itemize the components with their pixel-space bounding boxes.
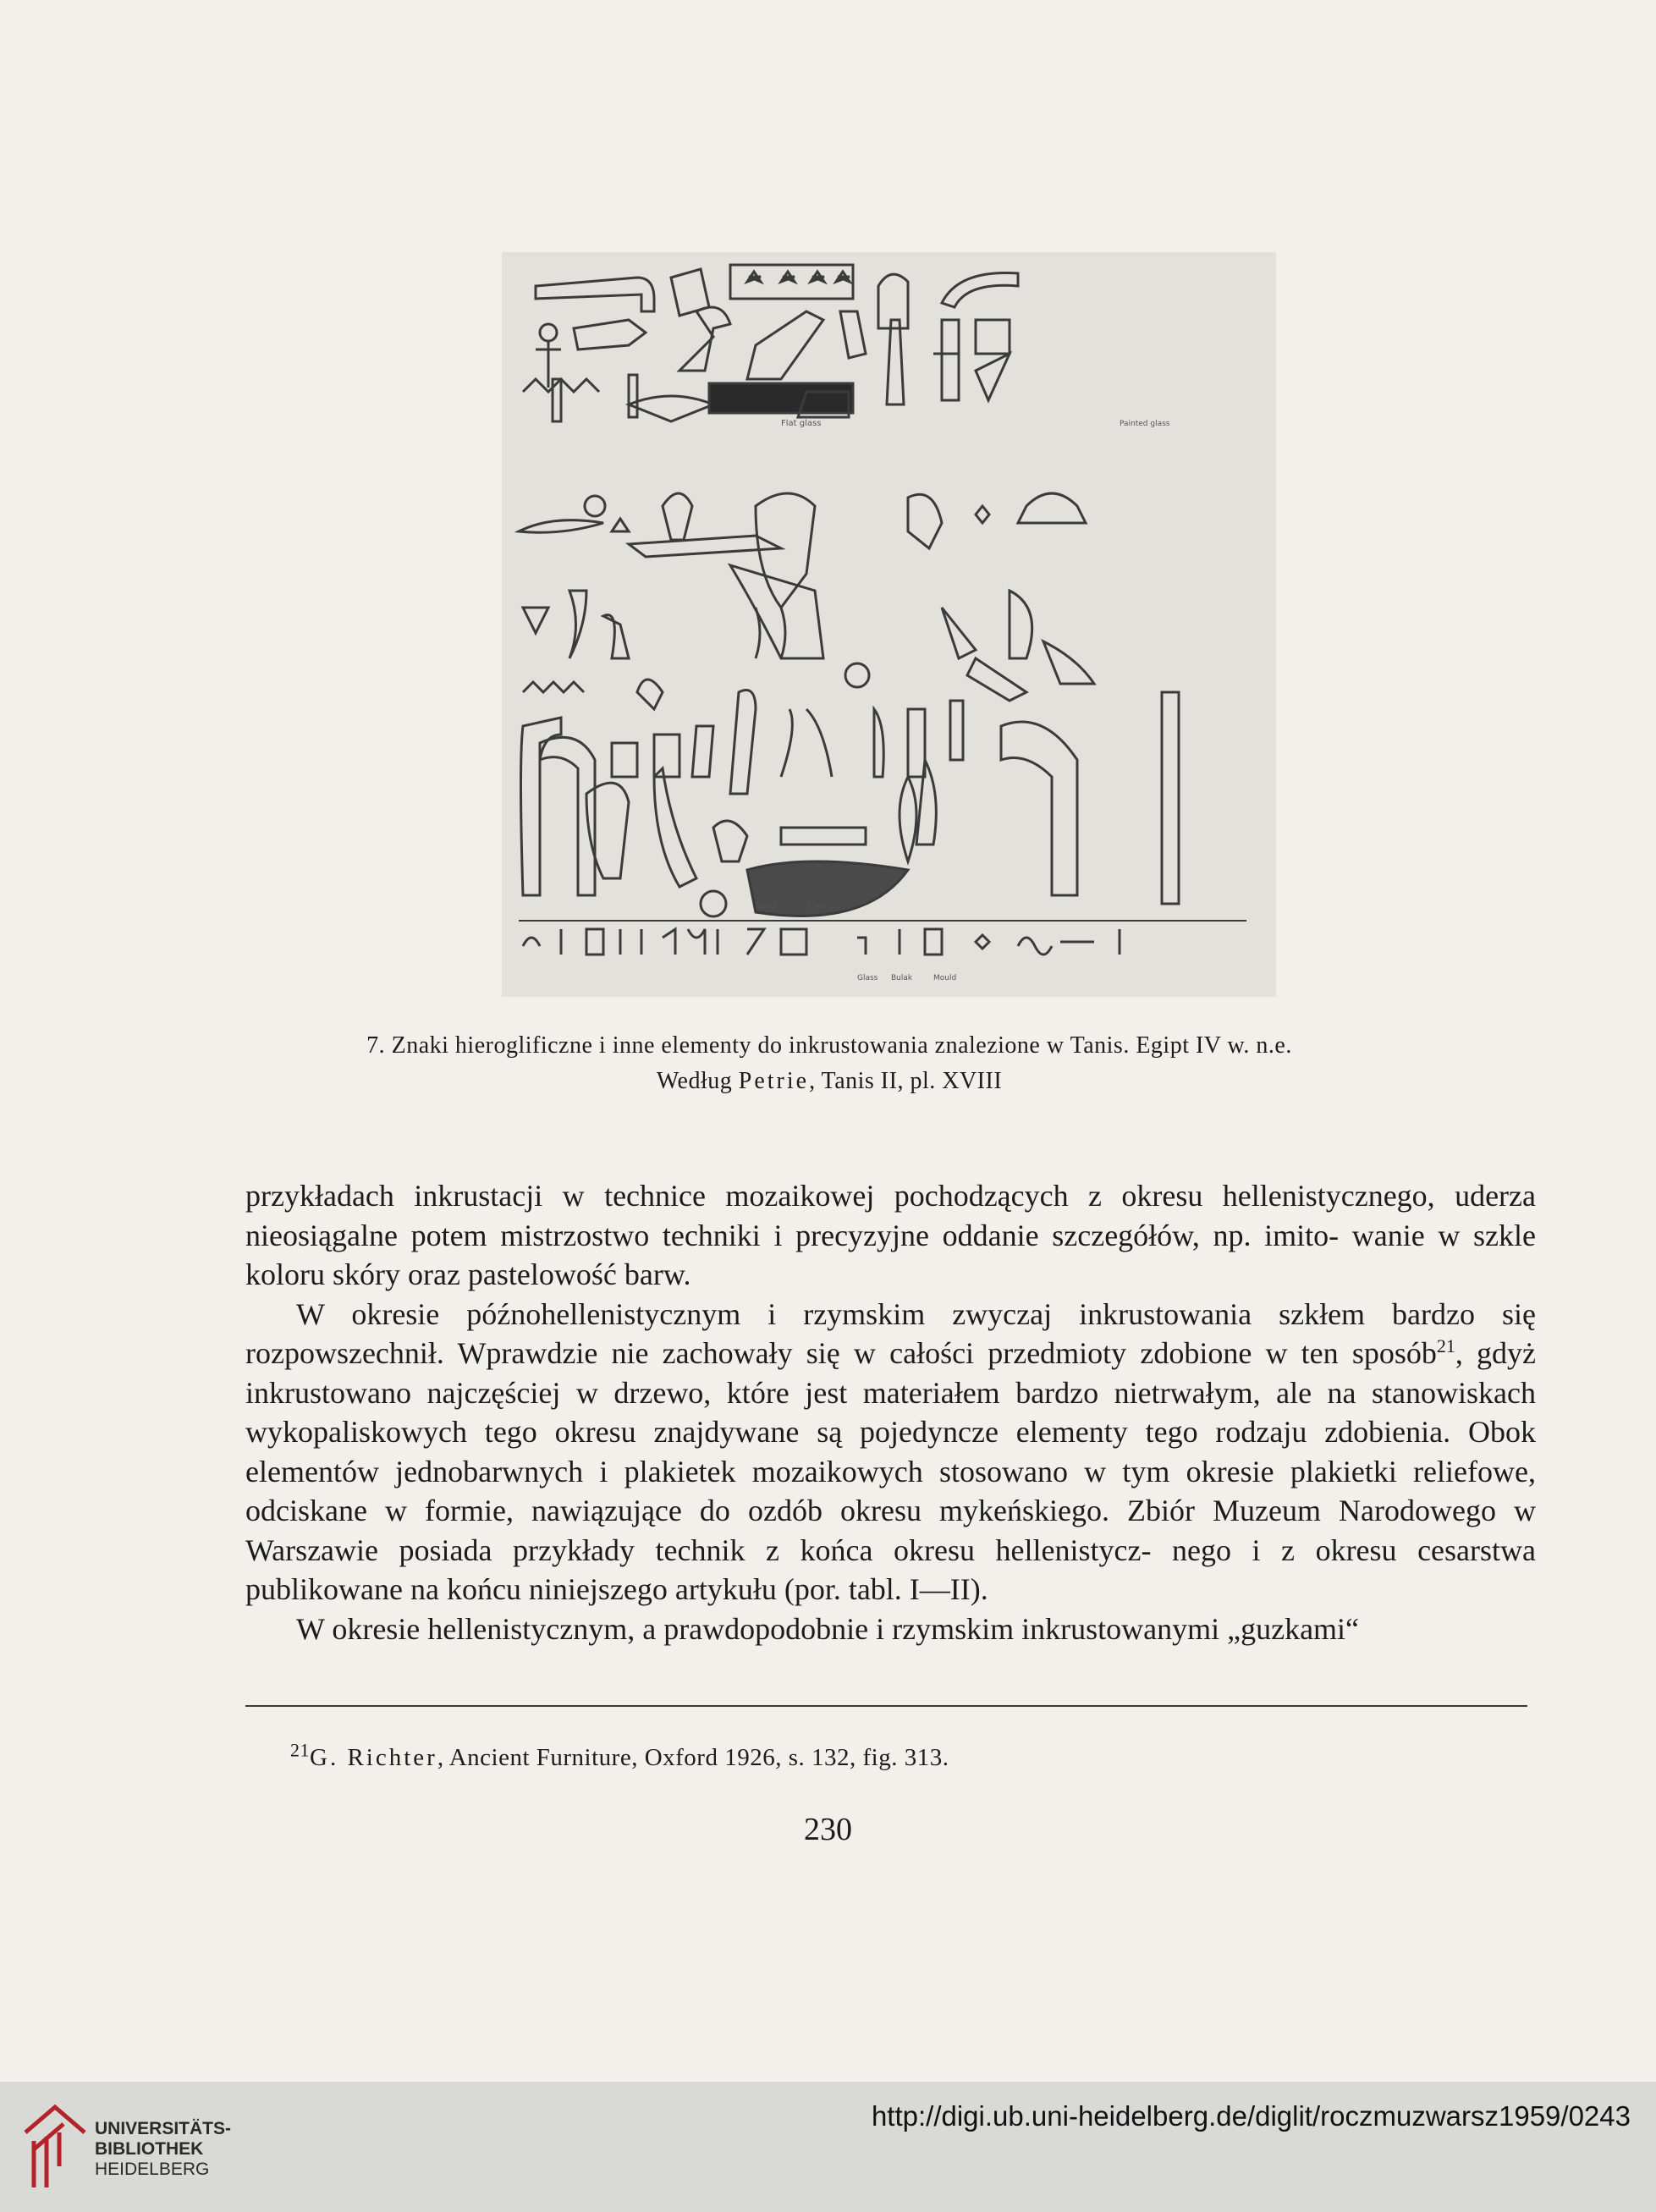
footnote <box>290 1741 1475 1775</box>
library-logo-icon[interactable] <box>17 2099 90 2192</box>
library-name <box>95 2119 231 2180</box>
library-name-line-2: BIBLIOTHEK <box>95 2139 204 2159</box>
library-name-line-3: HEIDELBERG <box>95 2160 210 2179</box>
plate-label-mould: Mould <box>933 974 957 982</box>
page-number: 230 <box>804 1812 852 1847</box>
plate-label-bulak: Bulak <box>891 974 913 982</box>
paragraph-3: W okresie hellenistycznym, a prawdopodobnie i rzymskim inkrustowanymi „guzkami“ <box>296 1611 1360 1646</box>
footnote-ref[interactable]: 21 <box>1436 1335 1455 1356</box>
footnote-author: G. Richter <box>310 1744 437 1771</box>
paragraph-2-end: , gdyż inkrustowano najczęściej w drzewo, które jest materiałem bardzo nietrwałym, ale na stanowiskach wykopaliskowych tego okresu znajdywane są pojedyncze elementy tego rodzaju zdobienia. Obok elementów jednobarwnych i plakietek mozaikowych stosowano w tym okresie plakietki reliefowe, odciskane w formie, nawiązujące do ozdób okresu mykeńskiego. Zbiór Muzeum Narodowego w Warszawie posiada przykłady technik z końca okresu hellenistycz- nego i z okresu cesarstwa publikowane na końcu niniejszego artykułu (por. tabl. I—II). <box>245 1336 1536 1606</box>
plate-label-glass-2: Glass <box>857 974 878 982</box>
caption-line-1: 7. Znaki hieroglificzne i inne elementy do inkrustowania znalezione w Tanis. Egipt IV w. n.e. <box>366 1032 1292 1059</box>
caption-prefix: Według <box>656 1068 739 1094</box>
plate-label-painted-glass: Painted glass <box>1120 420 1170 428</box>
footnote-number: 21 <box>290 1739 310 1761</box>
source-url-link[interactable]: http://digi.ub.uni-heidelberg.de/diglit/roczmuzwarsz1959/0243 <box>871 2100 1631 2132</box>
caption-source: , Tanis II, pl. XVIII <box>809 1068 1003 1094</box>
plate-label-glass-1: Glass <box>806 902 828 911</box>
hieroglyph-plate-figure <box>502 252 1276 997</box>
body-text <box>245 1176 1536 1648</box>
library-name-line-1: UNIVERSITÄTS- <box>95 2119 232 2138</box>
hieroglyph-drawing <box>502 252 1276 997</box>
figure-caption <box>245 1028 1413 1099</box>
paragraph-2-start: W okresie późnohellenistycznym i rzymskim zwyczaj inkrustowania szkłem bardzo się rozpowszechnił. Wprawdzie nie zachowały się w całości przedmioty zdobione w ten sposób <box>245 1296 1536 1370</box>
paragraph-2 <box>245 1295 1536 1609</box>
caption-author: Petrie <box>738 1068 810 1094</box>
plate-label-flat-glass: Flat glass <box>781 419 822 428</box>
plate-label-relief: Relief <box>756 902 778 911</box>
paragraph-1: przykładach inkrustacji w technice mozaikowej pochodzących z okresu hellenistycznego, uderza nieosiągalne potem mistrzostwo techniki i precyzyjne oddanie szczegółów, np. imito- wanie w szkle koloru skóry oraz pastelowość barw. <box>245 1179 1536 1291</box>
caption-line-2 <box>245 1064 1413 1099</box>
footnote-divider <box>245 1705 1527 1707</box>
footnote-citation: , Ancient Furniture, Oxford 1926, s. 132, fig. 313. <box>437 1744 949 1771</box>
digitization-footer <box>0 2082 1656 2212</box>
